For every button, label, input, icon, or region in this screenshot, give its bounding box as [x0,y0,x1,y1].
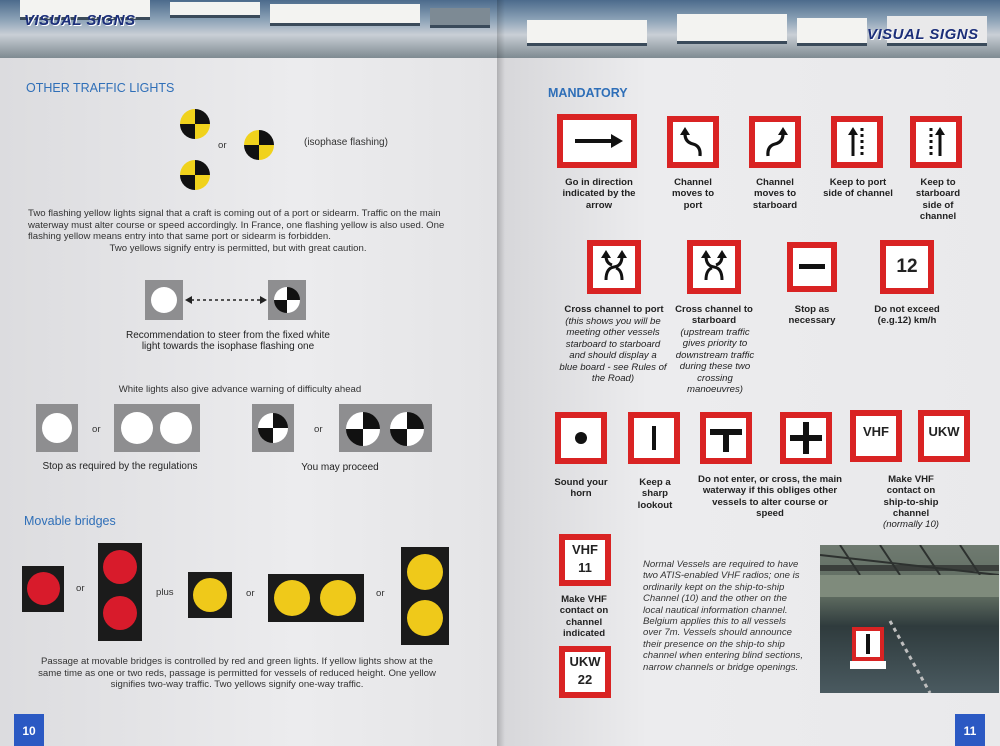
no-cross-main-waterway-icon [780,412,832,464]
no-enter-main-waterway-icon [700,412,752,464]
page-number-right: 11 [955,714,985,746]
channel-port-icon [667,116,719,168]
isophase-flashing-board [268,280,306,320]
or-label: or [76,583,85,594]
cross-port-title: Cross channel to port [564,304,664,315]
stop-bar-icon [787,242,837,292]
ukw-22-sign: UKW 22 [559,646,611,698]
speed-limit-sign: 12 [880,240,934,294]
sharp-lookout-icon [628,412,680,464]
left-page [0,0,497,746]
or-label: or [246,588,255,599]
keep-port-icon [831,116,883,168]
single-white-light-board [36,404,78,452]
vhf-channel-caption: Make VHF contact on channel indicated [559,594,609,640]
keep-port-caption: Keep to port side of channel [823,177,893,200]
lock-photo [820,545,999,693]
flashing-yellow-paragraph: Two flashing yellow lights signal that a craft is coming out of a port or sidearm. Traffic on the main waterway must alter course or speed accordingly. In France, one flashing yellow is also used. One flashing yellow means entry into that same port or sidearm is forbidden. [28,208,445,242]
cross-starboard-icon [687,240,741,294]
traffic-lights-heading: OTHER TRAFFIC LIGHTS [26,81,175,95]
vhf-contact-caption: Make VHF contact on ship-to-ship channel [883,474,939,520]
vhf-radio-note: Normal Vessels are required to have two ATIS-enabled VHF radios; one is ordinarily kept on the ship-to-ship Channel (10) and the other on the local nautical information channel. Belgium applies this to all vessels over 7m. Vessels should announce their presence on the ship-to ship channel when entering blind sections, narrow channels or bridge openings. [643,559,804,673]
mandatory-heading: MANDATORY [548,86,628,100]
arrow-right-icon [557,114,637,168]
single-yellow-light [188,572,232,618]
or-label: or [314,424,323,435]
channel-starboard-caption: Channel moves to starboard [752,177,798,211]
or-label: or [92,424,101,435]
stop-caption: Stop as required by the regulations [42,461,198,472]
double-white-light-board [114,404,200,452]
movable-bridges-heading: Movable bridges [24,514,116,528]
go-direction-caption: Go in direction indicated by the arrow [562,177,636,211]
speed-caption: Do not exceed (e.g.12) km/h [874,304,940,327]
section-banner-left: VISUAL SIGNS [24,12,136,29]
single-red-light [22,566,64,612]
sound-horn-caption: Sound your horn [554,477,608,500]
keep-starboard-caption: Keep to starboard side of channel [915,177,961,223]
bridges-paragraph: Passage at movable bridges is controlled by red and green lights. If yellow lights show at the same time as one or two reds, passage is permitted for vessels of reduced height. One yellow signifies two-way traffic. Two yellows signify one-way traffic. [38,656,436,690]
plus-label: plus [156,587,174,598]
cross-starboard-note: (upstream traffic gives priority to downstream traffic during these two crossing manoeuvres) [675,327,755,396]
recommendation-caption: Recommendation to steer from the fixed white light towards the isophase flashing one [126,330,330,353]
fixed-white-light-board [145,280,183,320]
sound-horn-icon [555,412,607,464]
no-enter-caption: Do not enter, or cross, the main waterway if this obliges other vessels to alter course or speed [698,474,842,520]
ukw-sign: UKW [918,410,970,462]
keep-starboard-icon [910,116,962,168]
cross-port-note: (this shows you will be meeting other vessels starboard to starboard and should display a blue board - see Rules of the Road) [559,316,667,385]
stop-necessary-caption: Stop as necessary [788,304,836,327]
double-isophase-board [339,404,432,452]
cross-port-icon [587,240,641,294]
double-red-light [98,543,142,641]
two-yellows-note: Two yellows signify entry is permitted, but with great caution. [109,243,367,254]
sharp-lookout-caption: Keep a sharp lookout [637,477,673,511]
white-lights-note: White lights also give advance warning of difficulty ahead [118,384,362,395]
flashing-yellow-light-icon [180,160,210,190]
or-label: or [376,588,385,599]
double-arrow-icon [185,294,267,306]
vhf-contact-note: (normally 10) [883,519,939,530]
page-number-left: 10 [14,714,44,746]
double-yellow-light-horizontal [268,574,364,622]
double-yellow-light-vertical [401,547,449,645]
single-isophase-board [252,404,294,452]
channel-starboard-icon [749,116,801,168]
header-photo-left [0,0,497,58]
flashing-yellow-light-icon [180,109,210,139]
flashing-yellow-light-icon [244,130,274,160]
section-banner-right: VISUAL SIGNS [867,26,979,43]
right-page [497,0,1000,746]
vhf-sign: VHF [850,410,902,462]
isophase-label: (isophase flashing) [304,137,388,148]
cross-starboard-title: Cross channel to starboard [675,304,753,327]
proceed-caption: You may proceed [301,462,379,473]
vhf-11-sign: VHF 11 [559,534,611,586]
or-label: or [218,140,227,151]
channel-port-caption: Channel moves to port [671,177,715,211]
